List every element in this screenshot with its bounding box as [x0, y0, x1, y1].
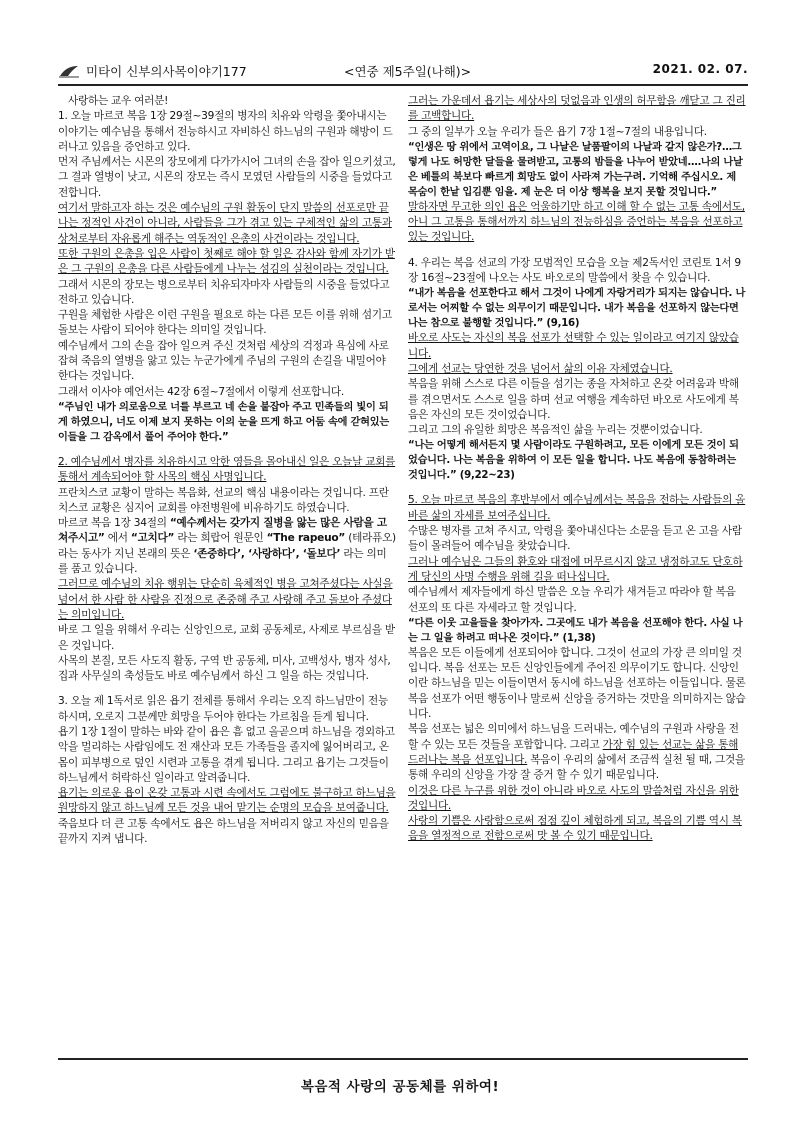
- scripture-quote: “내가 복음을 선포한다고 해서 그것이 나에게 자랑거리가 되지는 않습니다. 나로서는 어찌할 수 없는 의무이기 때문입니다. 내가 복음을 선포하지 않는다면 나는 참으로 불행할 것입니다.” (9,16): [408, 288, 746, 330]
- underlined-text: 가장 힘 있는 선교는 삶을 통해 드러나는 복음 선포입니다.: [408, 738, 739, 766]
- text: (테라퓨오)라는 동사가 지닌 본래의 뜻은: [58, 532, 396, 560]
- spacer: [408, 483, 748, 493]
- right-column: [408, 94, 748, 845]
- column-title: 미타이 신부의사목이야기177: [86, 64, 247, 79]
- paragraph: 그 중의 일부가 오늘 우리가 들은 욥기 7장 1절~7절의 내용입니다.: [408, 125, 707, 138]
- text: 라는 희랍어 원문인: [174, 532, 267, 545]
- paragraph-underlined: 또한 구원의 은총을 입은 사람이 첫째로 해야 할 일은 감사와 함께 자기가 받은 그 구원의 은총을 다른 사람들에게 나누는 섬김의 실천이라는 것입니다.: [58, 247, 395, 276]
- paragraph: 4. 우리는 복음 선교의 가장 모범적인 모습을 오늘 제2독서인 코린토 1서 9장 16절~23절에 나오는 사도 바오로의 말씀에서 찾을 수 있습니다.: [408, 256, 741, 285]
- paragraph: 3. 오늘 제 1독서로 읽은 욥기 전체를 통해서 우리는 오직 하느님만이 전능하시며, 오로지 그분께만 희망을 두어야 한다는 가르침을 듣게 됩니다.: [58, 695, 388, 723]
- pen-logo-icon: [58, 64, 80, 78]
- text: 마르코 복음 1장 34절의: [58, 517, 170, 530]
- paragraph-underlined: 그러나 예수님은 그들의 환호와 대접에 머무르시지 않고 냉정하고도 단호하게 당신의 사명 수행을 위해 길을 떠나십니다.: [408, 555, 743, 583]
- paragraph: 그래서 이사야 예언서는 42장 6절~7절에서 이렇게 선포합니다.: [58, 385, 345, 398]
- paragraph: 복음은 모든 이들에게 선포되어야 합니다. 그것이 선교의 가장 큰 의미일 것입니다. 복음 선포는 모든 신앙인들에게 주어진 의무이기도 합니다. 신앙인이란 하느님을 믿는 이들이면서 동시에 하느님을 선포하는 이들입니다. 물론 복음 선포가 어떤 행동이나 말로써 신앙을 증거하는 것만을 의미하지는 않습니다.: [408, 646, 746, 721]
- bold-text: “예수께서는 갖가지 질병을 앓는 많은 사람을 고쳐주시고”: [58, 517, 387, 545]
- paragraph: 먼저 주님께서는 시몬의 장모에게 다가가시어 그녀의 손을 잡아 일으키셨고, 그 결과 열병이 낫고, 시몬의 장모는 즉시 모였던 사람들의 시중을 들었다고 전합니다.: [58, 156, 396, 199]
- greeting: 사랑하는 교우 여러분!: [68, 95, 169, 107]
- scripture-quote: “인생은 땅 위에서 고역이요, 그 나날은 날품팔이의 나날과 같지 않은가?…그렇게 나도 허망한 달들을 물려받고, 고통의 밤들을 나누어 받았네.…나의 나날은 베틀의 북보다 빠르게 희망도 없이 사라져 가는구려. 기억해 주십시오. 제 목숨이 한낱 입김뿐 임을. 제 눈은 더 이상 행복을 보지 못할 것입니다.”: [408, 141, 743, 198]
- text: 에서: [104, 532, 131, 545]
- paragraph: [408, 722, 748, 783]
- footer-rule: [58, 1058, 748, 1060]
- paragraph-underlined: 여기서 말하고자 하는 것은 예수님의 구원 활동이 단지 말씀의 선포로만 끝나는 정적인 사건이 아니라, 사람들을 그가 겪고 있는 구체적인 삶의 고통과 상처로부터 자유롭게 해주는 역동적인 은총의 사건이라는 것입니다.: [58, 202, 392, 245]
- paragraph-underlined: 그에게 선교는 당연한 것을 넘어서 삶의 이유 자체였습니다.: [408, 362, 673, 375]
- paragraph: 그리고 그의 유일한 희망은 복음적인 삶을 누리는 것뿐이었습니다.: [408, 424, 703, 437]
- paragraph: 수많은 병자를 고쳐 주시고, 악령을 쫓아내신다는 소문을 듣고 온 고을 사람들이 몰려들어 예수님을 찾았습니다.: [408, 525, 742, 553]
- paragraph-underlined: 바오로 사도는 자신의 복음 선포가 선택할 수 있는 일이라고 여기지 않았습니다.: [408, 332, 739, 360]
- paragraph: [58, 516, 396, 577]
- spacer: [408, 246, 748, 256]
- paragraph: 예수님께서 그의 손을 잡아 일으켜 주신 것처럼 세상의 걱정과 욕심에 사로잡혀 죽음의 열병을 앓고 있는 누군가에게 주님의 구원의 손길을 내밀어야 한다는 것입니다.: [58, 339, 389, 383]
- spacer: [58, 445, 396, 455]
- paragraph-underlined: 욥기는 의로운 욥이 온갖 고통과 시련 속에서도 그럼에도 불구하고 하느님을 원망하지 않고 하느님께 모든 것을 내어 맡기는 순명의 모습을 보여줍니다.: [58, 787, 396, 815]
- header-rule: [58, 84, 748, 86]
- paragraph: 예수님께서 제자들에게 하신 말씀은 오늘 우리가 새겨듣고 따라야 할 복음 선포의 또 다른 자세라고 할 것입니다.: [408, 586, 736, 614]
- text: 복음이 우리의 삶에서 조금씩 실천 될 때, 그것을 통해 우리의 신앙을 가장 잘 증거 할 수 있기 때문입니다.: [408, 753, 745, 782]
- spacer: [58, 684, 396, 694]
- header-left: [58, 62, 247, 80]
- paragraph: 복음을 위해 스스로 다른 이들을 섬기는 종을 자처하고 온갖 어려움과 박해를 겪으면서도 스스로 일을 하며 선교 여행을 계속하던 바오로 사도에게 복음은 자신의 모든 것이었습니다.: [408, 378, 739, 421]
- bold-text: ‘존중하다’, ‘사랑하다’, ‘돌보다’: [193, 547, 341, 560]
- scripture-quote: “다른 이웃 고을들을 찾아가자. 그곳에도 내가 복음을 선포해야 한다. 사실 나는 그 일을 하려고 떠나온 것이다.” (1,38): [408, 617, 743, 644]
- publication-date: 2021. 02. 07.: [652, 62, 748, 76]
- paragraph: 죽음보다 더 큰 고통 속에서도 욥은 하느님을 저버리지 않고 자신의 믿음을 끝까지 지켜 냅니다.: [58, 817, 389, 846]
- liturgical-day: <연중 제5주일(나해)>: [344, 64, 472, 79]
- scripture-quote: “나는 어떻게 해서든지 몇 사람이라도 구원하려고, 모든 이에게 모든 것이 되었습니다. 나는 복음을 위하여 이 모든 일을 합니다. 나도 복음에 동참하려는 것입니다.” (9,22~23): [408, 440, 739, 482]
- paragraph: 그래서 시몬의 장모는 병으로부터 치유되자마자 사람들의 시중을 들었다고 전하고 있습니다.: [58, 278, 390, 306]
- footer-motto: 복음적 사랑의 공동체를 위하여!: [300, 1079, 500, 1095]
- paragraph: 구원을 체험한 사람은 이런 구원을 필요로 하는 다른 모든 이를 위해 섬기고 돌보는 사람이 되어야 한다는 의미일 것입니다.: [58, 309, 392, 337]
- scripture-quote: “주님인 내가 의로움으로 너를 부르고 네 손을 붙잡아 주고 민족들의 빛이 되게 하였으니, 너도 이제 보지 못하는 이의 눈을 뜨게 하고 어둠 속에 갇혀있는 이들을 그 감옥에서 풀어 주어야 한다.”: [58, 401, 389, 443]
- text: 복음 선포는 넓은 의미에서 하느님을 드러내는, 예수님의 구원과 사랑을 전할 수 있는 모든 것들을 포함합니다. 그리고: [408, 723, 739, 751]
- paragraph-underlined: 5. 오늘 마르코 복음의 후반부에서 예수님께서는 복음을 전하는 사람들의 올바른 삶의 자세를 보여주십니다.: [408, 494, 746, 522]
- bold-text: “고치다”: [130, 532, 175, 545]
- paragraph: 바로 그 일을 위해서 우리는 신앙인으로, 교회 공동체로, 사제로 부르심을 받은 것입니다.: [58, 624, 395, 652]
- paragraph-underlined: 사랑의 기쁨은 사랑함으로써 점점 깊이 체험하게 되고, 복음의 기쁨 역시 복음을 열정적으로 전함으로써 맛 볼 수 있기 때문입니다.: [408, 815, 742, 843]
- bold-text: “The rapeuo”: [266, 532, 346, 545]
- paragraph-underlined: 그러는 가운데서 욥기는 세상사의 덧없음과 인생의 허무함을 깨닫고 그 진리를 고백합니다.: [408, 95, 746, 123]
- paragraph: 프란치스코 교황이 말하는 복음화, 선교의 핵심 내용이라는 것입니다. 프란치스코 교황은 심지어 교회를 야전병원에 비유하기도 하였습니다.: [58, 486, 389, 514]
- paragraph-underlined: 그러므로 예수님의 치유 행위는 단순히 육체적인 병을 고쳐주셨다는 사실을 넘어서 한 사람 한 사람을 진정으로 존중해 주고 사랑해 주고 돌보아 주셨다는 의미입니다.: [58, 578, 393, 621]
- paragraph-underlined: 2. 예수님께서 병자를 치유하시고 악한 영들을 몰아내신 일은 오늘날 교회를 통해서 계속되어야 할 사목의 핵심 사명입니다.: [58, 455, 396, 484]
- paragraph: 사목의 본질, 모든 사도직 활동, 구역 반 공동체, 미사, 고백성사, 병자 성사, 집과 사무실의 축성들도 바로 예수님께서 하신 그 일을 하는 것입니다.: [58, 654, 391, 683]
- paragraph-underlined: 이것은 다른 누구를 위한 것이 아니라 바오로 사도의 말씀처럼 자신을 위한 것입니다.: [408, 784, 739, 812]
- left-column: [58, 94, 396, 847]
- paragraph: 욥기 1장 1절이 말하는 바와 같이 욥은 흠 없고 올곧으며 하느님을 경외하고 악을 멀리하는 사람임에도 전 재산과 모든 가족들을 졸지에 잃어버리고, 온 몸이 피부병으로 덮인 시련과 고통을 겪게 됩니다. 그리고 욥기는 그것들이 하느님께서 허락하신 일이라고 알려줍니다.: [58, 725, 395, 784]
- text: 라는 의미를 품고 있습니다.: [58, 547, 387, 576]
- paragraph: 1. 오늘 마르코 복음 1장 29절~39절의 병자의 치유와 악령을 쫓아내시는 이야기는 예수님을 통해서 전능하시고 자비하신 하느님의 구원과 해방이 드러나고 있음을 증언하고 있다.: [58, 110, 393, 153]
- paragraph-underlined: 말하자면 무고한 의인 욥은 억울하기만 하고 이해 할 수 없는 고통 속에서도, 아니 그 고통을 통해서까지 하느님의 전능하심을 증언하는 복음을 선포하고 있는 것입니다.: [408, 200, 745, 244]
- page-header: [58, 62, 748, 84]
